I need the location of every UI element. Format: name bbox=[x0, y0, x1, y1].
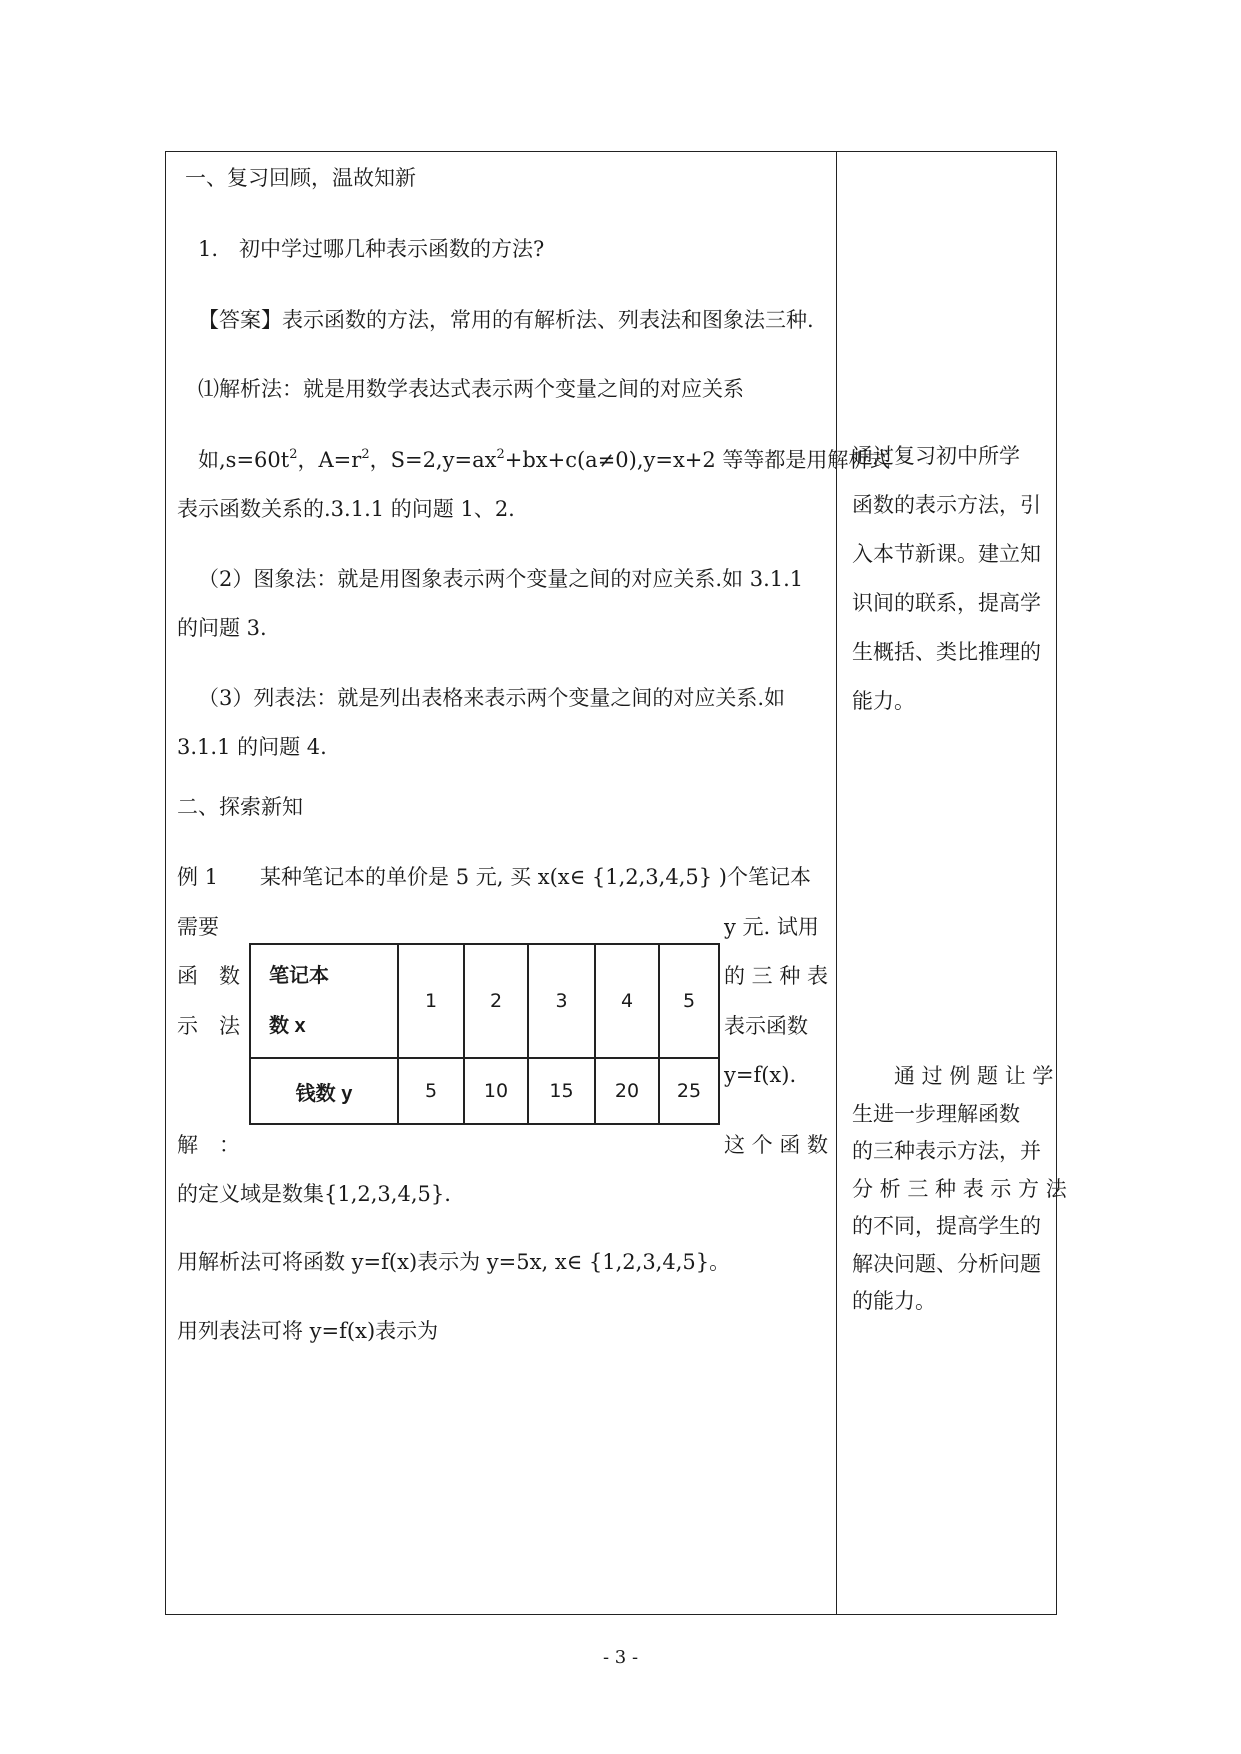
wrap-right-3: 表示函数 bbox=[724, 1014, 808, 1038]
side-note-line: 分 析 三 种 表 示 方 法 bbox=[852, 1176, 1067, 1201]
table-row bbox=[250, 944, 719, 1058]
side-note-line: 入本节新课。建立知 bbox=[852, 542, 1041, 566]
wrap-left-3: 示 法 bbox=[177, 1014, 240, 1038]
table-cell-x1: 1 bbox=[398, 944, 464, 1058]
table-method-line: 用列表法可将 y=f(x)表示为 bbox=[177, 1319, 439, 1343]
example-formulas-line-2: 表示函数关系的.3.1.1 的问题 1、2. bbox=[177, 497, 515, 521]
formula-part-b: ，A=r bbox=[297, 448, 362, 472]
table-row bbox=[250, 1058, 719, 1124]
method-table: （3）列表法：就是列出表格来表示两个变量之间的对应关系.如 bbox=[198, 686, 786, 710]
wrap-right-2: 的 三 种 表 bbox=[724, 964, 829, 988]
section-heading-review: 一、复习回顾，温故知新 bbox=[185, 166, 416, 190]
table-cell-y3: 15 bbox=[528, 1058, 595, 1124]
wrap-right-1: y 元. 试用 bbox=[724, 915, 819, 939]
side-note-line: 解决问题、分析问题 bbox=[852, 1251, 1041, 1276]
method-analytic: ⑴解析法：就是用数学表达式表示两个变量之间的对应关系 bbox=[198, 377, 744, 401]
table-cell-x2: 2 bbox=[464, 944, 528, 1058]
table-header-notebooks bbox=[250, 944, 398, 1058]
table-cell-y2: 10 bbox=[464, 1058, 528, 1124]
side-note-line: 通 过 例 题 让 学 bbox=[852, 1064, 1054, 1088]
side-note-line: 函数的表示方法，引 bbox=[852, 493, 1041, 517]
table-cell-y5: 25 bbox=[659, 1058, 719, 1124]
wrap-left-2: 函 数 bbox=[177, 964, 240, 988]
column-divider bbox=[836, 151, 837, 1615]
table-cell-x3: 3 bbox=[528, 944, 595, 1058]
formula-part-a: 如,s=60t bbox=[198, 448, 290, 472]
wrap-right-5: 这 个 函 数 bbox=[724, 1133, 829, 1157]
superscript-2c: 2 bbox=[496, 447, 505, 462]
header-notebooks-line1: 笔记本 bbox=[269, 965, 329, 987]
formula-part-c: ，S=2,y=ax bbox=[369, 448, 497, 472]
notebook-price-table bbox=[249, 943, 720, 1125]
method-graph-line-2: 的问题 3. bbox=[177, 616, 267, 640]
side-note-line: 的三种表示方法，并 bbox=[852, 1139, 1041, 1163]
method-graph: （2）图象法：就是用图象表示两个变量之间的对应关系.如 3.1.1 bbox=[198, 567, 804, 591]
table-cell-x5: 5 bbox=[659, 944, 719, 1058]
side-note-line: 识间的联系，提高学 bbox=[852, 591, 1041, 615]
side-note-line: 的不同，提高学生的 bbox=[852, 1214, 1041, 1238]
question-1: 1. 初中学过哪几种表示函数的方法? bbox=[198, 237, 545, 261]
table-cell-y1: 5 bbox=[398, 1058, 464, 1124]
analytic-line: 用解析法可将函数 y=f(x)表示为 y=5x, x∈ {1,2,3,4,5}。 bbox=[177, 1250, 731, 1274]
side-note-line: 生进一步理解函数 bbox=[852, 1101, 1020, 1126]
answer-text: 【答案】表示函数的方法，常用的有解析法、列表法和图象法三种. bbox=[198, 308, 814, 332]
page-number: - 3 - bbox=[602, 1647, 639, 1668]
superscript-2b: 2 bbox=[361, 447, 370, 462]
section-heading-explore: 二、探索新知 bbox=[177, 795, 303, 819]
method-table-line-2: 3.1.1 的问题 4. bbox=[177, 735, 327, 759]
side-note-review bbox=[852, 432, 1041, 726]
wrap-left-1: 需要 bbox=[177, 915, 219, 939]
example-1: 例 1 某种笔记本的单价是 5 元, 买 x(x∈ {1,2,3,4,5} )个笔记本 bbox=[177, 865, 811, 889]
side-note-line: 通过复习初中所学 bbox=[852, 444, 1020, 468]
superscript-2a: 2 bbox=[289, 447, 298, 462]
side-note-line: 的能力。 bbox=[852, 1289, 936, 1313]
domain-line: 的定义域是数集{1,2,3,4,5}. bbox=[177, 1182, 451, 1206]
table-cell-x4: 4 bbox=[595, 944, 659, 1058]
formula-part-d: +bx+c(a≠0),y=x+2 等等都是用解析式 bbox=[504, 448, 891, 472]
example-formulas-line bbox=[198, 446, 890, 474]
side-note-line: 生概括、类比推理的 bbox=[852, 640, 1041, 664]
table-header-money: 钱数 y bbox=[250, 1058, 398, 1124]
side-note-line: 能力。 bbox=[852, 689, 915, 713]
side-note-example bbox=[852, 1058, 1067, 1321]
table-cell-y4: 20 bbox=[595, 1058, 659, 1124]
header-notebooks-line2: 数 x bbox=[269, 1015, 306, 1037]
wrap-left-4: 解 ： bbox=[177, 1133, 240, 1157]
wrap-right-4: y=f(x). bbox=[724, 1063, 797, 1087]
